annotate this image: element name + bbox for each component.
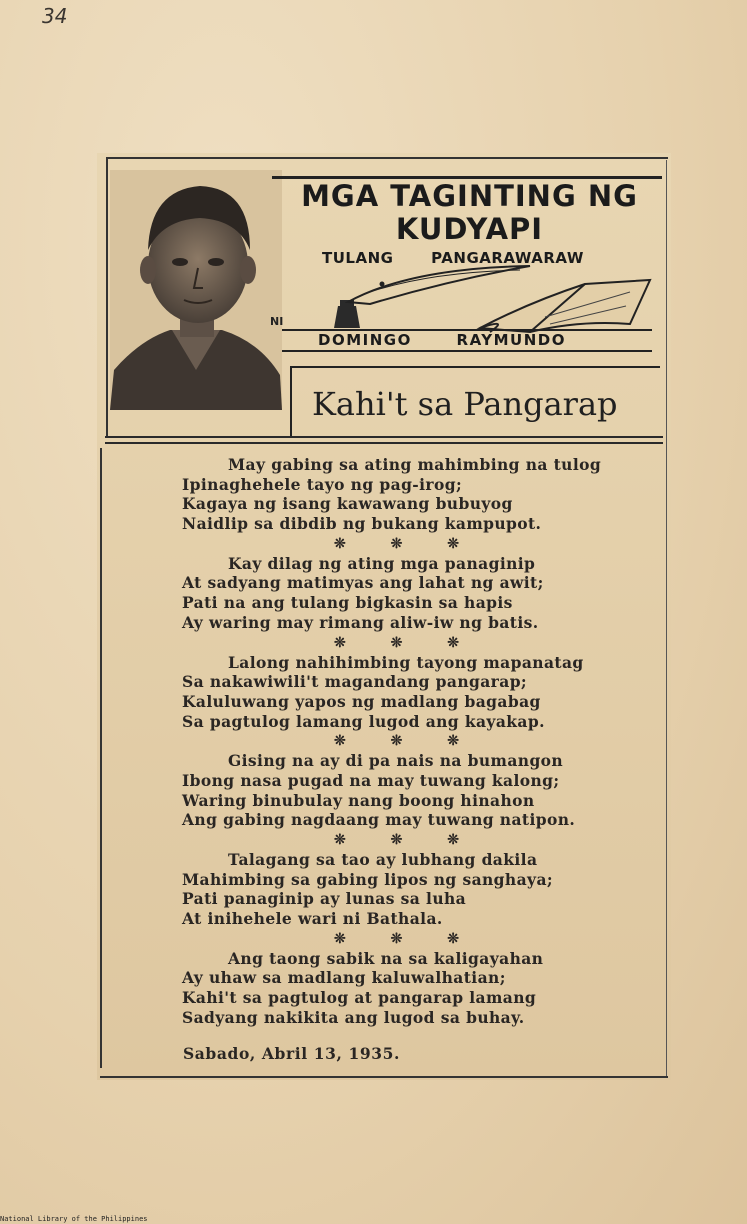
footer-credit: National Library of the Philippines [0, 1215, 148, 1223]
stanza-separator: ❊ ❊ ❊ [334, 930, 479, 947]
column-title-line-2: KUDYAPI [395, 212, 544, 246]
byline-prefix: NI [270, 315, 284, 328]
poem-line: Ang taong sabik na sa kaligayahan [228, 948, 544, 968]
poem-body [182, 455, 652, 1028]
poem-line: Kay dilag ng ating mga panaginip [228, 553, 536, 573]
poem-line: Ay uhaw sa madlang kaluwalhatian; [182, 968, 506, 988]
stanza [182, 949, 652, 1028]
poem-line: Kahi't sa pagtulog at pangarap lamang [182, 988, 537, 1008]
column-subtitle: TULANG PANGARAWARAW [322, 249, 584, 267]
stanza [182, 850, 652, 929]
quill-and-book-icon [330, 262, 655, 338]
clipping-left-rule [106, 157, 108, 437]
stanza-separator: ❊ ❊ ❊ [334, 832, 479, 848]
poem-line: At sadyang matimyas ang lahat ng awit; [182, 573, 544, 593]
dateline: Sabado, Abril 13, 1935. [183, 1044, 400, 1063]
stanza-separator: ❊ ❊ ❊ [334, 535, 479, 552]
header-rule [105, 436, 663, 438]
poem-line: Naidlip sa dibdib ng bukang kampupot. [182, 514, 542, 534]
stanza [182, 751, 652, 830]
poem-line: May gabing sa ating mahimbing na tulog [228, 455, 602, 474]
poem-line: Kagaya ng isang kawawang bubuyog [182, 494, 513, 514]
poem-title: Kahi't sa Pangarap [312, 385, 618, 423]
page-number: 34 [42, 4, 68, 28]
poem-line: Pati na ang tulang bigkasin sa hapis [182, 593, 513, 613]
poem-line: Ang gabing nagdaang may tuwang natipon. [182, 810, 576, 830]
poem-line: Mahimbing sa gabing lipos ng sanghaya; [182, 869, 554, 889]
poem-line: Sa nakawiwili't magandang pangarap; [182, 672, 528, 692]
column-title [272, 180, 667, 246]
stanza [182, 554, 652, 633]
body-bottom-rule [100, 1076, 668, 1078]
poem-line: Ibong nasa pugad na may tuwang kalong; [182, 770, 560, 790]
poem-line: Waring binubulay nang boong hinahon [182, 790, 535, 810]
stanza [182, 653, 652, 732]
poem-line: Gising na ay di pa nais na bumangon [228, 751, 564, 771]
clipping-top-rule [106, 157, 668, 159]
stanza-separator: ❊ ❊ ❊ [334, 634, 479, 651]
header-rule [105, 442, 663, 444]
column-title-line-1: MGA TAGINTING NG [301, 179, 638, 213]
poem-line: Ay waring may rimang aliw-iw ng batis. [182, 612, 539, 632]
poem-line: Kaluluwang yapos ng madlang bagabag [182, 691, 541, 711]
body-left-rule [100, 448, 102, 1068]
author-name: DOMINGO RAYMUNDO [318, 331, 566, 349]
poem-line: Sadyang nakikita ang lugod sa buhay. [182, 1007, 525, 1027]
author-bottom-rule [282, 350, 652, 352]
stanza-separator: ❊ ❊ ❊ [334, 733, 479, 750]
poem-line: Ipinaghehele tayo ng pag-irog; [182, 474, 463, 494]
poem-line: At inihehele wari ni Bathala. [182, 909, 443, 929]
poem-line: Pati panaginip ay lunas sa luha [182, 889, 467, 909]
poem-line: Lalong nahihimbing tayong mapanatag [228, 652, 584, 672]
author-portrait-image [110, 170, 282, 410]
clipping-right-rule [666, 160, 667, 1078]
stanza [182, 455, 652, 534]
poem-line: Sa pagtulog lamang lugod ang kayakap. [182, 711, 545, 731]
poem-line: Talagang sa tao ay lubhang dakila [228, 850, 538, 869]
